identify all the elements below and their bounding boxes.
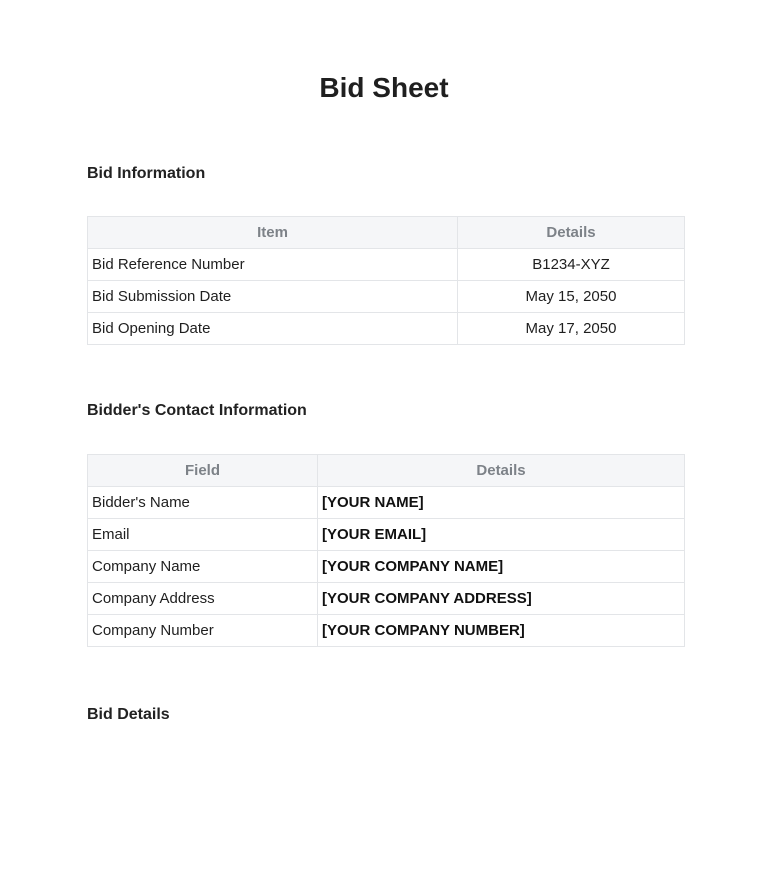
row-value: [YOUR EMAIL] <box>318 519 685 551</box>
row-value: B1234-XYZ <box>458 249 685 281</box>
column-header-details: Details <box>458 217 685 249</box>
row-value: [YOUR COMPANY ADDRESS] <box>318 583 685 615</box>
table-row <box>88 313 685 345</box>
table-row <box>88 249 685 281</box>
section-heading-bid-details: Bid Details <box>87 706 170 723</box>
row-value: [YOUR COMPANY NUMBER] <box>318 615 685 647</box>
table-row <box>88 519 685 551</box>
table-header-row <box>88 455 685 487</box>
row-label: Company Number <box>88 615 318 647</box>
section-heading-bid-information: Bid Information <box>87 165 206 182</box>
row-label: Email <box>88 519 318 551</box>
row-value: [YOUR COMPANY NAME] <box>318 551 685 583</box>
column-header-details: Details <box>318 455 685 487</box>
row-value: [YOUR NAME] <box>318 487 685 519</box>
row-label: Bid Reference Number <box>88 249 458 281</box>
column-header-item: Item <box>88 217 458 249</box>
section-heading-contact-information: Bidder's Contact Information <box>87 402 307 419</box>
column-header-field: Field <box>88 455 318 487</box>
table-header-row <box>88 217 685 249</box>
row-label: Bid Submission Date <box>88 281 458 313</box>
row-label: Company Name <box>88 551 318 583</box>
table-row <box>88 487 685 519</box>
page-title: Bid Sheet <box>319 72 449 103</box>
table-row <box>88 583 685 615</box>
row-value: May 17, 2050 <box>458 313 685 345</box>
table-row <box>88 551 685 583</box>
row-label: Bidder's Name <box>88 487 318 519</box>
row-value: May 15, 2050 <box>458 281 685 313</box>
table-row <box>88 281 685 313</box>
row-label: Bid Opening Date <box>88 313 458 345</box>
table-row <box>88 615 685 647</box>
bid-information-table <box>87 216 685 345</box>
contact-information-table <box>87 454 685 647</box>
row-label: Company Address <box>88 583 318 615</box>
